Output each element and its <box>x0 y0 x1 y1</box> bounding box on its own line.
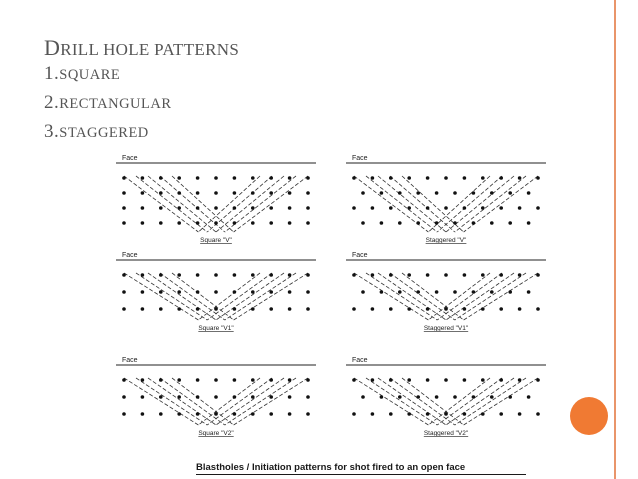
face-label: Face <box>352 252 368 259</box>
blasthole <box>288 307 292 311</box>
blasthole <box>214 290 218 294</box>
blasthole <box>122 307 126 311</box>
diagram-label: Square "V1" <box>198 325 234 332</box>
blasthole <box>159 176 163 180</box>
pattern-diagram <box>346 252 546 332</box>
blasthole <box>499 273 503 277</box>
blasthole <box>141 221 145 225</box>
blasthole <box>444 378 448 382</box>
blasthole <box>306 290 310 294</box>
blasthole <box>407 273 411 277</box>
blasthole <box>389 176 393 180</box>
blasthole <box>306 307 310 311</box>
blasthole <box>288 206 292 210</box>
blasthole <box>536 378 540 382</box>
initiation-line <box>390 378 455 425</box>
blasthole <box>518 307 522 311</box>
blasthole <box>269 395 273 399</box>
blasthole <box>426 273 430 277</box>
initiation-line <box>225 273 296 320</box>
blasthole <box>214 412 218 416</box>
blasthole <box>233 412 237 416</box>
right-accent-rule <box>614 0 616 479</box>
blasthole <box>426 412 430 416</box>
blasthole <box>214 307 218 311</box>
blasthole <box>407 307 411 311</box>
blasthole <box>426 378 430 382</box>
blasthole <box>177 176 181 180</box>
face-label: Face <box>122 252 138 259</box>
diagram-label: Staggered "V1" <box>423 325 469 332</box>
blasthole <box>371 378 375 382</box>
blasthole <box>159 206 163 210</box>
initiation-line <box>366 378 437 425</box>
blasthole <box>463 412 467 416</box>
blasthole <box>288 290 292 294</box>
blasthole <box>177 412 181 416</box>
blasthole <box>177 206 181 210</box>
blasthole <box>444 307 448 311</box>
initiation-line <box>402 273 464 320</box>
blasthole <box>481 273 485 277</box>
initiation-line <box>446 273 514 320</box>
initiation-line <box>437 273 502 320</box>
blasthole <box>371 273 375 277</box>
blasthole <box>518 378 522 382</box>
drill-pattern-figure <box>96 150 576 479</box>
blasthole <box>463 176 467 180</box>
blasthole <box>177 307 181 311</box>
blasthole <box>141 307 145 311</box>
blasthole <box>214 206 218 210</box>
blasthole <box>233 378 237 382</box>
blasthole <box>407 176 411 180</box>
blasthole <box>463 378 467 382</box>
title-rest: RILL HOLE PATTERNS <box>60 40 240 59</box>
blasthole <box>214 273 218 277</box>
blasthole <box>352 206 356 210</box>
blasthole <box>398 290 402 294</box>
initiation-line <box>216 176 284 232</box>
list-item-text: SQUARE <box>59 67 121 83</box>
blasthole <box>361 395 365 399</box>
blasthole <box>306 395 310 399</box>
initiation-line <box>354 378 428 425</box>
initiation-line <box>428 273 490 320</box>
blasthole <box>141 412 145 416</box>
blasthole <box>233 191 237 195</box>
blasthole <box>380 221 384 225</box>
blasthole <box>141 395 145 399</box>
blasthole <box>352 378 356 382</box>
initiation-line <box>455 378 526 425</box>
blasthole <box>214 378 218 382</box>
initiation-line <box>160 378 225 425</box>
caption-underline <box>196 474 526 475</box>
blasthole <box>122 206 126 210</box>
blasthole <box>426 307 430 311</box>
blasthole <box>196 307 200 311</box>
blasthole <box>371 307 375 311</box>
list-item-number: 1. <box>44 63 60 84</box>
blasthole <box>463 307 467 311</box>
blasthole <box>233 307 237 311</box>
initiation-line <box>198 273 260 320</box>
initiation-line <box>136 378 207 425</box>
blasthole <box>536 273 540 277</box>
blasthole <box>288 176 292 180</box>
pattern-diagram <box>116 155 316 244</box>
pattern-diagram <box>346 155 546 244</box>
list-item <box>44 60 172 89</box>
blasthole <box>159 191 163 195</box>
blasthole <box>499 176 503 180</box>
blasthole <box>380 191 384 195</box>
face-label: Face <box>352 155 368 162</box>
blasthole <box>306 206 310 210</box>
blasthole <box>196 206 200 210</box>
blasthole <box>389 273 393 277</box>
blasthole <box>122 412 126 416</box>
blasthole <box>435 221 439 225</box>
blasthole <box>141 273 145 277</box>
initiation-line <box>428 378 490 425</box>
blasthole <box>251 290 255 294</box>
blasthole <box>122 176 126 180</box>
initiation-line <box>198 176 260 232</box>
blasthole <box>269 412 273 416</box>
blasthole <box>371 176 375 180</box>
figure-caption-text: Blastholes / Initiation patterns for shot fired to an open face <box>196 462 466 473</box>
blasthole <box>251 395 255 399</box>
blasthole <box>269 307 273 311</box>
blasthole <box>122 273 126 277</box>
blasthole <box>472 221 476 225</box>
blasthole <box>177 191 181 195</box>
blasthole <box>472 191 476 195</box>
blasthole <box>472 395 476 399</box>
blasthole <box>389 412 393 416</box>
blasthole <box>518 412 522 416</box>
initiation-line <box>124 378 198 425</box>
blasthole <box>306 412 310 416</box>
blasthole <box>371 412 375 416</box>
blasthole <box>407 412 411 416</box>
initiation-line <box>148 176 216 232</box>
blasthole <box>481 206 485 210</box>
blasthole <box>380 395 384 399</box>
blasthole <box>453 395 457 399</box>
blasthole <box>196 412 200 416</box>
blasthole <box>196 176 200 180</box>
blasthole <box>444 273 448 277</box>
blasthole <box>288 412 292 416</box>
blasthole <box>159 221 163 225</box>
blasthole <box>389 206 393 210</box>
list-item <box>44 89 172 118</box>
blasthole <box>196 290 200 294</box>
diagram-label: Staggered "V2" <box>423 430 469 437</box>
blasthole <box>508 221 512 225</box>
initiation-line <box>172 273 234 320</box>
blasthole <box>159 378 163 382</box>
title-initial: D <box>44 35 61 60</box>
blasthole <box>416 191 420 195</box>
blasthole <box>196 191 200 195</box>
blasthole <box>288 378 292 382</box>
blasthole <box>444 176 448 180</box>
blasthole <box>453 191 457 195</box>
blasthole <box>122 290 126 294</box>
blasthole <box>463 206 467 210</box>
blasthole <box>536 412 540 416</box>
blasthole <box>269 290 273 294</box>
blasthole <box>141 206 145 210</box>
blasthole <box>490 221 494 225</box>
blasthole <box>122 191 126 195</box>
initiation-line <box>172 176 234 232</box>
blasthole <box>177 290 181 294</box>
blasthole <box>536 307 540 311</box>
list-item-number: 2. <box>44 92 60 113</box>
blasthole <box>233 221 237 225</box>
blasthole <box>196 221 200 225</box>
blasthole <box>499 206 503 210</box>
pattern-diagram <box>116 357 316 437</box>
blasthole <box>444 412 448 416</box>
initiation-line <box>464 273 538 320</box>
blasthole <box>499 378 503 382</box>
list-item-text: STAGGERED <box>59 125 149 141</box>
blasthole <box>527 395 531 399</box>
blasthole <box>527 191 531 195</box>
pattern-list <box>44 60 172 147</box>
blasthole <box>435 290 439 294</box>
blasthole <box>508 395 512 399</box>
slide-title <box>44 35 239 61</box>
pattern-diagram <box>346 357 546 437</box>
blasthole <box>233 206 237 210</box>
blasthole <box>481 307 485 311</box>
blasthole <box>536 206 540 210</box>
initiation-line <box>207 378 272 425</box>
blasthole <box>177 221 181 225</box>
blasthole <box>269 273 273 277</box>
blasthole <box>251 412 255 416</box>
blasthole <box>518 206 522 210</box>
blasthole <box>536 176 540 180</box>
initiation-line <box>136 273 207 320</box>
initiation-line <box>234 378 308 425</box>
blasthole <box>518 176 522 180</box>
blasthole <box>380 290 384 294</box>
blasthole <box>481 378 485 382</box>
diagram-label: Square "V" <box>200 237 232 244</box>
blasthole <box>306 176 310 180</box>
initiation-line <box>437 378 502 425</box>
blasthole <box>490 290 494 294</box>
blasthole <box>251 378 255 382</box>
blasthole <box>527 290 531 294</box>
blasthole <box>407 378 411 382</box>
initiation-line <box>446 378 514 425</box>
blasthole <box>177 395 181 399</box>
blasthole <box>508 290 512 294</box>
blasthole <box>159 307 163 311</box>
initiation-line <box>402 378 464 425</box>
diagram-label: Square "V2" <box>198 430 234 437</box>
blasthole <box>269 191 273 195</box>
list-item-text: RECTANGULAR <box>59 96 172 112</box>
blasthole <box>251 176 255 180</box>
initiation-line <box>216 378 284 425</box>
blasthole <box>233 273 237 277</box>
initiation-line <box>234 273 308 320</box>
blasthole <box>527 221 531 225</box>
blasthole <box>122 395 126 399</box>
initiation-line <box>464 378 538 425</box>
blasthole <box>196 378 200 382</box>
blasthole <box>444 206 448 210</box>
blasthole <box>122 378 126 382</box>
blasthole <box>159 395 163 399</box>
blasthole <box>306 378 310 382</box>
blasthole <box>435 395 439 399</box>
list-item <box>44 118 172 147</box>
pattern-diagram <box>116 252 316 332</box>
initiation-line <box>124 273 198 320</box>
blasthole <box>269 206 273 210</box>
list-item-number: 3. <box>44 121 60 142</box>
blasthole <box>288 221 292 225</box>
blasthole <box>398 395 402 399</box>
initiation-line <box>148 273 216 320</box>
initiation-line <box>455 273 526 320</box>
initiation-line <box>160 273 225 320</box>
blasthole <box>361 221 365 225</box>
blasthole <box>141 176 145 180</box>
blasthole <box>398 221 402 225</box>
face-label: Face <box>122 155 138 162</box>
blasthole <box>306 273 310 277</box>
blasthole <box>159 290 163 294</box>
blasthole <box>288 273 292 277</box>
blasthole <box>251 221 255 225</box>
blasthole <box>251 191 255 195</box>
blasthole <box>481 412 485 416</box>
blasthole <box>196 273 200 277</box>
blasthole <box>141 191 145 195</box>
blasthole <box>251 307 255 311</box>
figure-caption <box>196 462 556 473</box>
initiation-line <box>207 273 272 320</box>
blasthole <box>416 221 420 225</box>
blasthole <box>233 395 237 399</box>
blasthole <box>508 191 512 195</box>
blasthole <box>416 290 420 294</box>
blasthole <box>389 307 393 311</box>
blasthole <box>196 395 200 399</box>
blasthole <box>288 395 292 399</box>
blasthole <box>389 378 393 382</box>
blasthole <box>463 273 467 277</box>
blasthole <box>214 395 218 399</box>
blasthole <box>453 221 457 225</box>
blasthole <box>269 176 273 180</box>
initiation-line <box>148 378 216 425</box>
blasthole <box>214 176 218 180</box>
initiation-line <box>225 378 296 425</box>
blasthole <box>426 206 430 210</box>
blasthole <box>177 378 181 382</box>
blasthole <box>352 273 356 277</box>
diagram-label: Staggered "V" <box>425 237 467 244</box>
blasthole <box>361 191 365 195</box>
blasthole <box>518 273 522 277</box>
blasthole <box>472 290 476 294</box>
initiation-line <box>366 273 437 320</box>
blasthole <box>352 412 356 416</box>
blasthole <box>159 412 163 416</box>
blasthole <box>352 176 356 180</box>
blasthole <box>490 395 494 399</box>
blasthole <box>269 221 273 225</box>
initiation-line <box>390 273 455 320</box>
blasthole <box>398 191 402 195</box>
face-label: Face <box>352 357 368 364</box>
blasthole <box>453 290 457 294</box>
initiation-line <box>378 273 446 320</box>
blasthole <box>361 290 365 294</box>
blasthole <box>251 273 255 277</box>
blasthole <box>416 395 420 399</box>
blasthole <box>490 191 494 195</box>
initiation-line <box>366 176 437 232</box>
blasthole <box>435 191 439 195</box>
blasthole <box>352 307 356 311</box>
blasthole <box>371 206 375 210</box>
face-label: Face <box>122 357 138 364</box>
initiation-line <box>354 273 428 320</box>
blasthole <box>233 176 237 180</box>
blasthole <box>251 206 255 210</box>
blasthole <box>141 378 145 382</box>
initiation-line <box>172 378 234 425</box>
blasthole <box>214 191 218 195</box>
initiation-line <box>198 378 260 425</box>
blasthole <box>288 191 292 195</box>
blasthole <box>177 273 181 277</box>
blasthole <box>306 191 310 195</box>
blasthole <box>269 378 273 382</box>
blasthole <box>407 206 411 210</box>
blasthole <box>499 307 503 311</box>
blasthole <box>159 273 163 277</box>
initiation-line <box>216 273 284 320</box>
blasthole <box>141 290 145 294</box>
blasthole <box>214 221 218 225</box>
blasthole <box>233 290 237 294</box>
initiation-line <box>378 378 446 425</box>
blasthole <box>481 176 485 180</box>
blasthole <box>499 412 503 416</box>
blasthole <box>306 221 310 225</box>
blasthole <box>122 221 126 225</box>
blasthole <box>426 176 430 180</box>
